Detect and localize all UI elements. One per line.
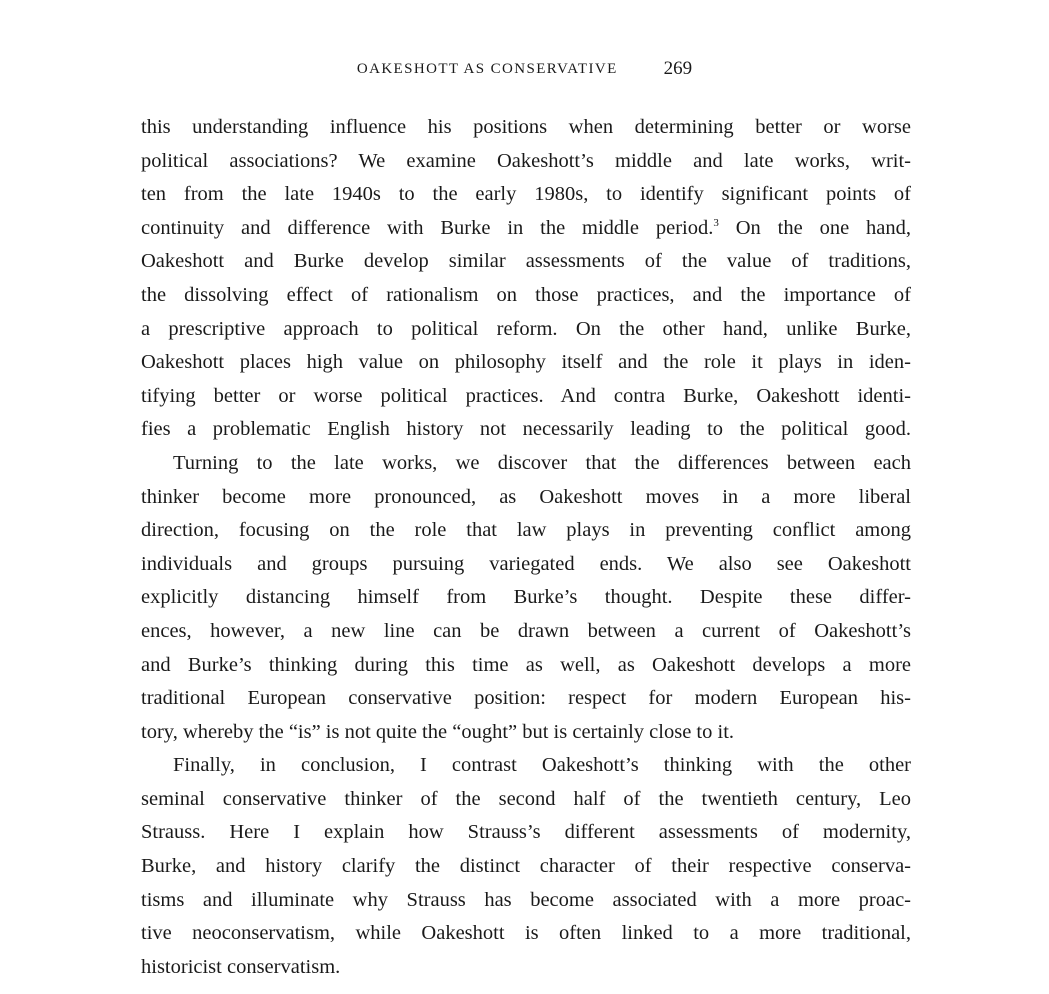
- text-line: explicitly distancing himself from Burke’s thought. Despite these differ-: [141, 586, 911, 609]
- text-line: Oakeshott and Burke develop similar assessments of the value of traditions,: [141, 250, 911, 273]
- text-line: and Burke’s thinking during this time as well, as Oakeshott develops a more: [141, 653, 911, 676]
- footnote-marker[interactable]: 3: [713, 216, 719, 229]
- text-line: individuals and groups pursuing variegated ends. We also see Oakeshott: [141, 552, 911, 575]
- paragraph: [141, 111, 911, 447]
- text-line: [141, 212, 911, 246]
- text-line: ences, however, a new line can be drawn between a current of Oakeshott’s: [141, 619, 911, 642]
- page-number: 269: [663, 58, 693, 79]
- text-line-segment: On the one hand,: [718, 216, 912, 239]
- text-line: Turning to the late works, we discover that the differences between each: [173, 451, 911, 474]
- text-line: the dissolving effect of rationalism on those practices, and the importance of: [141, 283, 911, 306]
- text-line: traditional European conservative position: respect for modern European his-: [141, 687, 911, 710]
- text-line: thinker become more pronounced, as Oakeshott moves in a more liberal: [141, 485, 911, 508]
- text-line: tive neoconservatism, while Oakeshott is often linked to a more traditional,: [141, 922, 911, 945]
- running-title: OAKESHOTT AS CONSERVATIVE: [356, 60, 618, 77]
- text-line: fies a problematic English history not necessarily leading to the political good.: [141, 418, 911, 441]
- text-line: Oakeshott places high value on philosophy itself and the role it plays in iden-: [141, 351, 911, 374]
- text-line: historicist conservatism.: [141, 955, 341, 978]
- text-line: tisms and illuminate why Strauss has become associated with a more proac-: [141, 888, 911, 911]
- running-head: [0, 58, 1049, 88]
- text-line: a prescriptive approach to political reform. On the other hand, unlike Burke,: [141, 317, 911, 340]
- text-line: Burke, and history clarify the distinct character of their respective conserva-: [141, 855, 911, 878]
- text-line: Strauss. Here I explain how Strauss’s different assessments of modernity,: [141, 821, 911, 844]
- text-line: tifying better or worse political practices. And contra Burke, Oakeshott identi-: [141, 384, 911, 407]
- body-text: [141, 111, 911, 984]
- paragraph: [141, 447, 911, 749]
- text-line: ten from the late 1940s to the early 1980s, to identify significant points of: [141, 183, 911, 206]
- text-line: Finally, in conclusion, I contrast Oakeshott’s thinking with the other: [173, 754, 911, 777]
- text-line: this understanding influence his positions when determining better or worse: [141, 116, 911, 138]
- text-line: direction, focusing on the role that law plays in preventing conflict among: [141, 519, 911, 542]
- text-line-segment: continuity and difference with Burke in the middle period.: [141, 216, 714, 239]
- paragraph: [141, 749, 911, 984]
- text-line: political associations? We examine Oakeshott’s middle and late works, writ-: [141, 149, 911, 172]
- text-line: tory, whereby the “is” is not quite the “ought” but is certainly close to it.: [141, 720, 735, 743]
- text-line: seminal conservative thinker of the second half of the twentieth century, Leo: [141, 787, 911, 810]
